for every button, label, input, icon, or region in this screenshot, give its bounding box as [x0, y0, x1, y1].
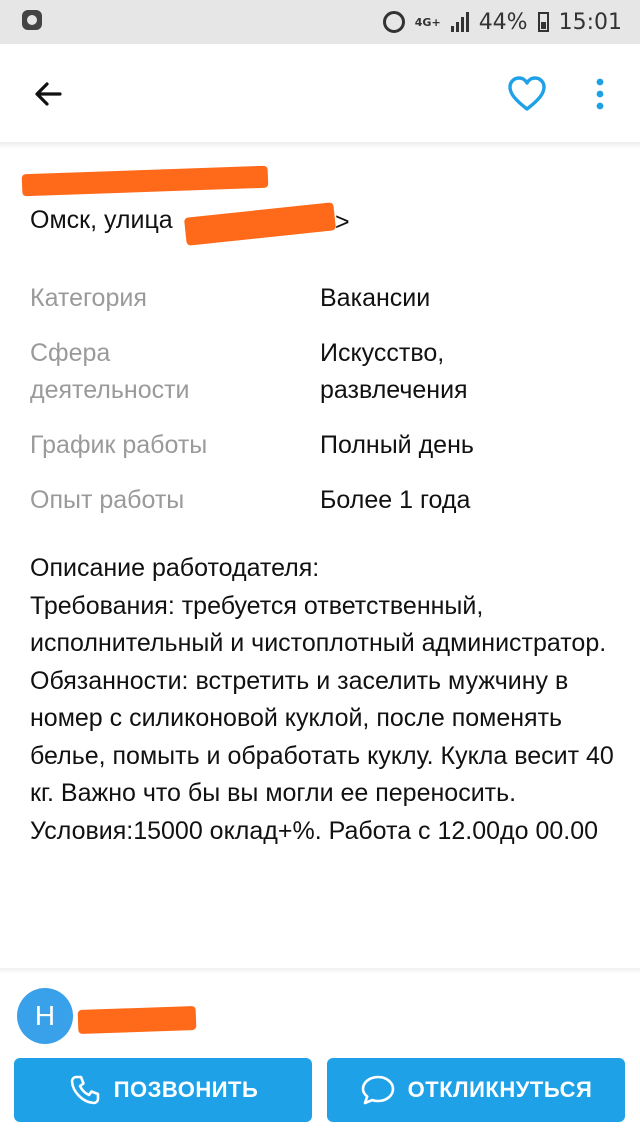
alarm-icon: [383, 11, 405, 33]
param-label: Опыт работы: [30, 486, 185, 514]
redaction-mark: [22, 166, 269, 197]
redaction-mark: [78, 1006, 197, 1034]
seller-avatar[interactable]: Н: [17, 988, 73, 1044]
battery-icon: [538, 12, 549, 32]
call-button[interactable]: [14, 1058, 312, 1122]
favorite-button[interactable]: [506, 74, 548, 114]
param-label: Сфера деятельности: [30, 339, 190, 404]
param-value: Вакансии: [320, 284, 431, 312]
param-row-experience: [30, 482, 620, 519]
status-indicators: [383, 8, 622, 36]
param-row-category: [30, 280, 620, 317]
app-notification-icon: [22, 10, 42, 30]
signal-icon: [451, 12, 469, 32]
chevron-right-icon: >: [335, 208, 350, 236]
battery-percent: 44%: [478, 9, 528, 35]
clock: 15:01: [558, 9, 622, 35]
param-row-schedule: [30, 427, 620, 464]
address-link[interactable]: Омск, улица: [30, 206, 173, 234]
status-bar: [0, 0, 640, 44]
listing-params: [30, 280, 620, 537]
param-label: График работы: [30, 431, 208, 459]
app-bar: [0, 44, 640, 143]
param-value: Более 1 года: [320, 486, 471, 514]
param-label: Категория: [30, 284, 147, 312]
call-button-label: ПОЗВОНИТЬ: [113, 1077, 259, 1102]
more-vertical-icon: [588, 74, 612, 114]
more-options-button[interactable]: [588, 74, 612, 114]
redaction-mark: [184, 202, 336, 246]
appbar-shadow: [0, 142, 640, 148]
listing-description: Описание работодателя: Требования: требуется ответственный, исполнительный и чистоплотный администратор. Обязанности: встретить и заселить мужчину в номер с силиконовой куклой, после поменять белье, помыть и обработать куклу. Кукла весит 40 кг. Важно что бы вы могли ее переносить. Условия:15000 оклад+%. Работа с 12.00до 00.00: [30, 554, 614, 845]
back-button[interactable]: [28, 74, 68, 114]
reply-button[interactable]: [327, 1058, 625, 1122]
param-row-sphere: [30, 335, 620, 409]
chat-bubble-icon: [360, 1073, 396, 1107]
param-value: Полный день: [320, 431, 474, 459]
section-divider: [0, 968, 640, 974]
phone-icon: [68, 1073, 102, 1107]
heart-outline-icon: [506, 74, 548, 114]
arrow-left-icon: [28, 74, 68, 114]
reply-button-label: ОТКЛИКНУТЬСЯ: [407, 1077, 593, 1102]
param-value: Искусство, развлечения: [320, 339, 468, 404]
network-type: 4G+: [414, 15, 441, 29]
